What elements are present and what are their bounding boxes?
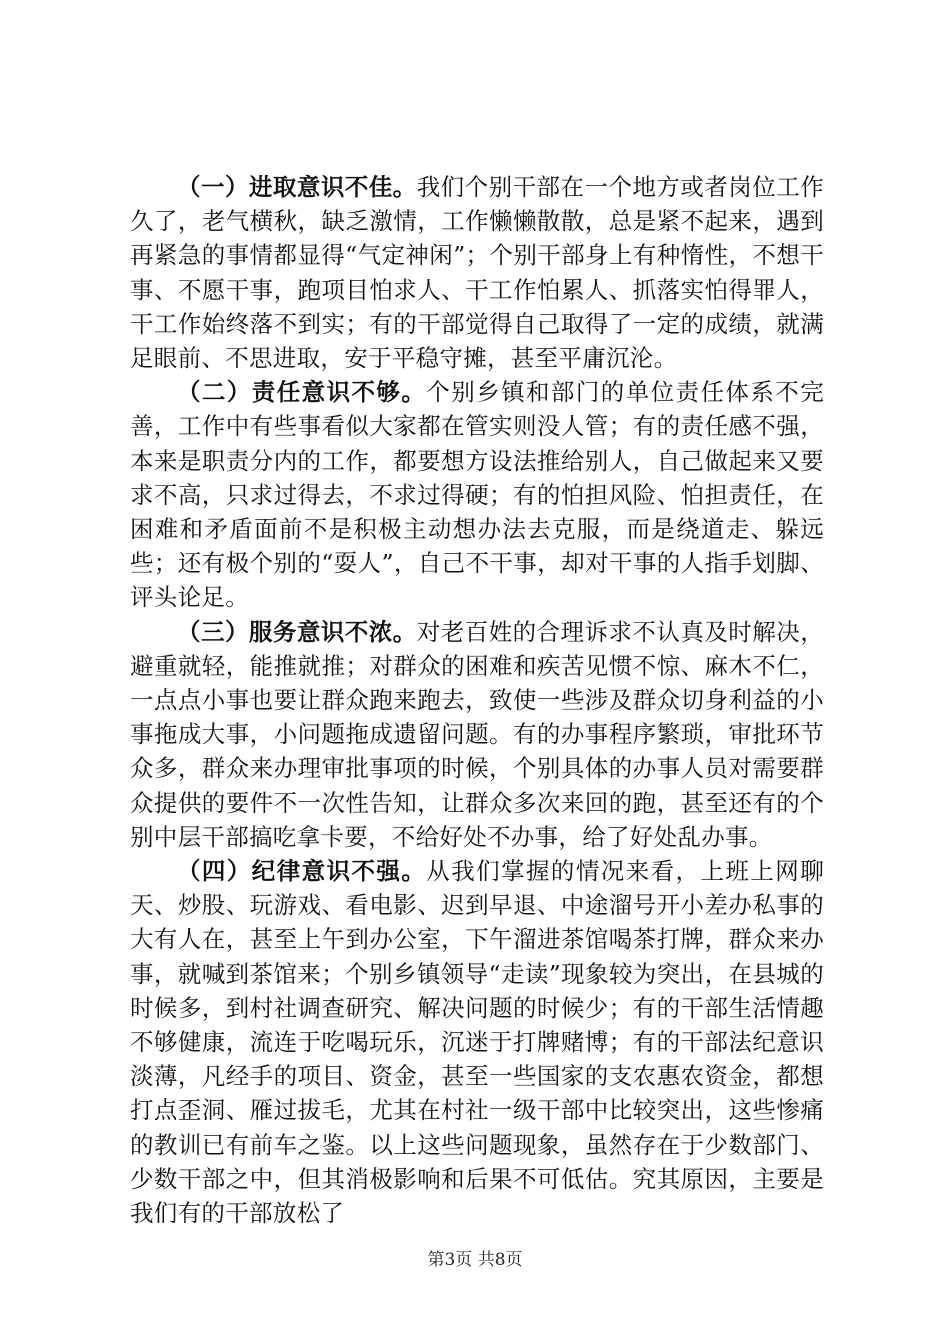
paragraph-1 (130, 170, 824, 375)
paragraph-2 (130, 375, 824, 614)
paragraph-text: 我们个别干部在一个地方或者岗位工作久了，老气横秋，缺乏激情，工作懒懒散散，总是紧不起来，遇到再紧急的事情都显得“气定神闲”；个别干部身上有种惰性，不想干事、不愿干事，跑项目怕求人、干工作怕累人、抓落实怕得罪人，干工作始终落不到实；有的干部觉得自己取得了一定的成绩，就满足眼前、不思进取，安于平稳守摊，甚至平庸沉沦。 (130, 173, 825, 373)
paragraph-4 (130, 854, 824, 1230)
paragraph-heading: （二）责任意识不够。 (177, 378, 427, 407)
paragraph-text: 从我们掌握的情况来看，上班上网聊天、炒股、玩游戏、看电影、迟到早退、中途溜号开小差办私事的大有人在，甚至上午到办公室，下午溜进茶馆喝茶打牌，群众来办事，就喊到茶馆来；个别乡镇领导“走读”现象较为突出，在县城的时候多，到村社调查研究、解决问题的时候少；有的干部生活情趣不够健康，流连于吃喝玩乐，沉迷于打牌赌博；有的干部法纪意识淡薄，凡经手的项目、资金，甚至一些国家的支农惠农资金，都想打点歪洞、雁过拔毛，尤其在村社一级干部中比较突出，这些惨痛的教训已有前车之鉴。以上这些问题现象，虽然存在于少数部门、少数干部之中，但其消极影响和后果不可低估。究其原因，主要是我们有的干部放松了 (130, 857, 824, 1228)
document-body (130, 170, 824, 1230)
paragraph-heading: （一）进取意识不佳。 (177, 173, 417, 201)
paragraph-heading: （四）纪律意识不强。 (177, 857, 427, 886)
paragraph-text: 对老百姓的合理诉求不认真及时解决，避重就轻，能推就推；对群众的困难和疾苦见惯不惊、麻木不仁，一点点小事也要让群众跑来跑去，致使一些涉及群众切身利益的小事拖成大事，小问题拖成遗留问题。有的办事程序繁琐，审批环节众多，群众来办理审批事项的时候，个别具体的办事人员对需要群众提供的要件不一次性告知，让群众多次来回的跑，甚至还有的个别中层干部搞吃拿卡要，不给好处不办事，给了好处乱办事。 (130, 617, 825, 851)
paragraph-text: 个别乡镇和部门的单位责任体系不完善，工作中有些事看似大家都在管实则没人管；有的责任感不强，本来是职责分内的工作，都要想方设法推给别人，自己做起来又要求不高，只求过得去，不求过得硬；有的怕担风险、怕担责任，在困难和矛盾面前不是积极主动想办法去克服，而是绕道走、躲远些；还有极个别的“耍人”，自己不干事，却对干事的人指手划脚、评头论足。 (130, 378, 824, 612)
paragraph-3 (130, 615, 824, 854)
paragraph-heading: （三）服务意识不浓。 (177, 617, 417, 646)
page-number-footer: 第3页 共8页 (427, 1250, 523, 1270)
